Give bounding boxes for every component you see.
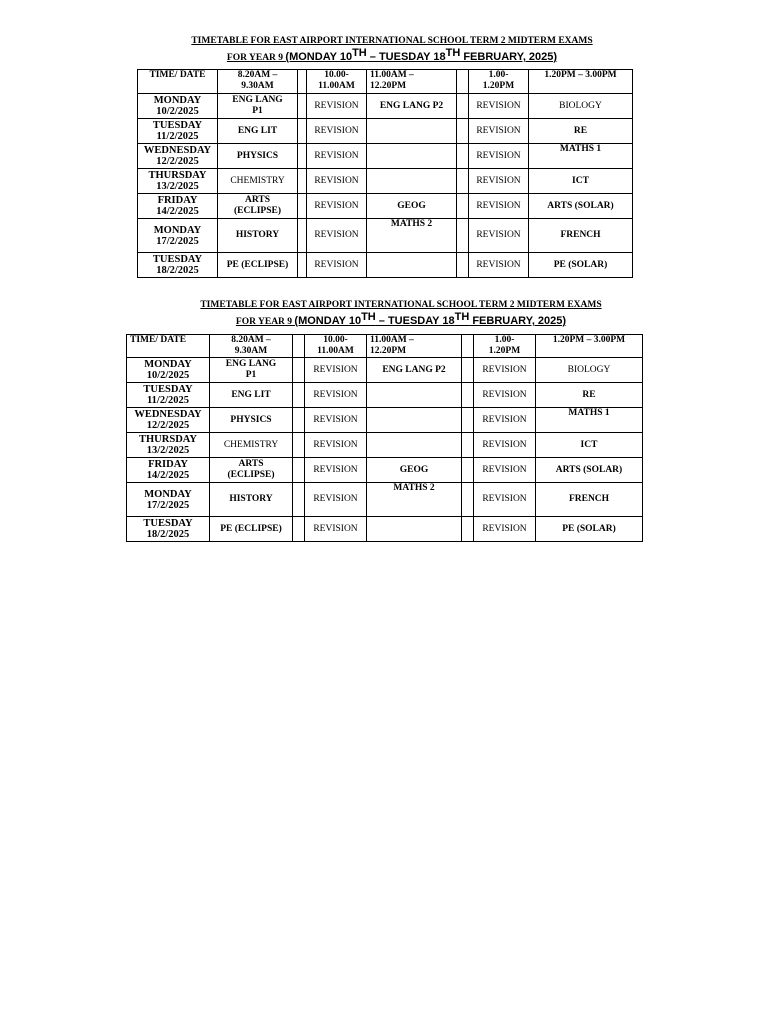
table-row	[138, 219, 633, 253]
day-date-cell: TUESDAY 18/2/2025	[127, 517, 210, 542]
day-date-cell: TUESDAY 11/2/2025	[127, 383, 210, 408]
day-date-cell: MONDAY 17/2/2025	[127, 483, 210, 517]
slot-1-cell: ENG LANG P1	[210, 358, 293, 383]
slot-5-cell: ARTS (SOLAR)	[529, 194, 633, 219]
table-row	[127, 383, 643, 408]
slot-2-cell: REVISION	[305, 358, 367, 383]
header-slot-5: 1.20PM – 3.00PM	[536, 335, 643, 358]
spacer-cell	[457, 70, 469, 94]
slot-3-cell	[367, 408, 462, 433]
day-date-cell: FRIDAY 14/2/2025	[127, 458, 210, 483]
header-slot-2: 10.00- 11.00AM	[307, 70, 367, 94]
slot-3-cell	[367, 383, 462, 408]
slot-5-cell: RE	[536, 383, 643, 408]
title-line-1: TIMETABLE FOR EAST AIRPORT INTERNATIONAL SCHOOL TERM 2 MIDTERM EXAMS	[200, 300, 602, 310]
timetable-title	[134, 35, 650, 64]
slot-3-cell	[367, 253, 457, 278]
slot-2-cell: REVISION	[307, 119, 367, 144]
day-date-cell: WEDNESDAY 12/2/2025	[138, 144, 218, 169]
day-date-cell: TUESDAY 11/2/2025	[138, 119, 218, 144]
slot-4-cell: REVISION	[469, 119, 529, 144]
spacer-cell	[298, 70, 307, 94]
slot-4-cell: REVISION	[474, 458, 536, 483]
header-slot-4: 1.00- 1.20PM	[469, 70, 529, 94]
slot-4-cell: REVISION	[474, 517, 536, 542]
slot-2-cell: REVISION	[305, 433, 367, 458]
table-row	[127, 517, 643, 542]
day-date-cell: MONDAY 10/2/2025	[127, 358, 210, 383]
spacer-cell	[462, 483, 474, 517]
slot-3-cell: GEOG	[367, 194, 457, 219]
header-row	[127, 335, 643, 358]
slot-2-cell: REVISION	[305, 383, 367, 408]
slot-4-cell: REVISION	[474, 408, 536, 433]
spacer-cell	[462, 408, 474, 433]
spacer-cell	[462, 517, 474, 542]
spacer-cell	[293, 335, 305, 358]
table-row	[127, 408, 643, 433]
slot-4-cell: REVISION	[469, 253, 529, 278]
slot-4-cell: REVISION	[474, 483, 536, 517]
slot-2-cell: REVISION	[305, 458, 367, 483]
slot-3-cell: ENG LANG P2	[367, 94, 457, 119]
table-row	[127, 483, 643, 517]
table-row	[127, 358, 643, 383]
slot-1-cell: PHYSICS	[210, 408, 293, 433]
slot-4-cell: REVISION	[474, 433, 536, 458]
spacer-cell	[298, 119, 307, 144]
spacer-cell	[293, 458, 305, 483]
table-row	[138, 169, 633, 194]
slot-5-cell: RE	[529, 119, 633, 144]
spacer-cell	[298, 94, 307, 119]
table-row	[138, 94, 633, 119]
slot-2-cell: REVISION	[305, 408, 367, 433]
day-date-cell: MONDAY 10/2/2025	[138, 94, 218, 119]
slot-3-cell	[367, 517, 462, 542]
slot-1-cell: ENG LANG P1	[218, 94, 298, 119]
header-slot-2: 10.00- 11.00AM	[305, 335, 367, 358]
slot-1-cell: CHEMISTRY	[210, 433, 293, 458]
slot-4-cell: REVISION	[474, 358, 536, 383]
slot-2-cell: REVISION	[307, 219, 367, 253]
spacer-cell	[457, 253, 469, 278]
slot-5-cell: BIOLOGY	[536, 358, 643, 383]
slot-1-cell: ENG LIT	[210, 383, 293, 408]
slot-1-cell: ENG LIT	[218, 119, 298, 144]
slot-2-cell: REVISION	[305, 517, 367, 542]
header-slot-5: 1.20PM – 3.00PM	[529, 70, 633, 94]
title-line-1: TIMETABLE FOR EAST AIRPORT INTERNATIONAL SCHOOL TERM 2 MIDTERM EXAMS	[191, 36, 593, 46]
day-date-cell: THURSDAY 13/2/2025	[127, 433, 210, 458]
header-slot-3: 11.00AM – 12.20PM	[367, 70, 457, 94]
day-date-cell: THURSDAY 13/2/2025	[138, 169, 218, 194]
slot-3-cell	[367, 144, 457, 169]
slot-4-cell: REVISION	[469, 94, 529, 119]
spacer-cell	[298, 169, 307, 194]
spacer-cell	[293, 358, 305, 383]
header-slot-1: 8.20AM – 9.30AM	[218, 70, 298, 94]
spacer-cell	[457, 169, 469, 194]
spacer-cell	[293, 433, 305, 458]
table-row	[127, 458, 643, 483]
slot-5-cell: PE (SOLAR)	[529, 253, 633, 278]
slot-3-cell	[367, 433, 462, 458]
spacer-cell	[457, 194, 469, 219]
slot-4-cell: REVISION	[469, 144, 529, 169]
spacer-cell	[462, 383, 474, 408]
spacer-cell	[457, 119, 469, 144]
slot-2-cell: REVISION	[307, 169, 367, 194]
slot-5-cell: MATHS 1	[536, 408, 643, 433]
slot-5-cell: ICT	[536, 433, 643, 458]
slot-5-cell: FRENCH	[529, 219, 633, 253]
slot-1-cell: ARTS (ECLIPSE)	[218, 194, 298, 219]
spacer-cell	[462, 358, 474, 383]
spacer-cell	[457, 144, 469, 169]
spacer-cell	[298, 144, 307, 169]
slot-5-cell: MATHS 1	[529, 144, 633, 169]
spacer-cell	[298, 253, 307, 278]
spacer-cell	[462, 458, 474, 483]
day-date-cell: MONDAY 17/2/2025	[138, 219, 218, 253]
spacer-cell	[298, 219, 307, 253]
slot-5-cell: PE (SOLAR)	[536, 517, 643, 542]
spacer-cell	[293, 517, 305, 542]
slot-1-cell: PHYSICS	[218, 144, 298, 169]
spacer-cell	[298, 194, 307, 219]
slot-3-cell	[367, 169, 457, 194]
table-row	[138, 194, 633, 219]
slot-4-cell: REVISION	[469, 169, 529, 194]
slot-1-cell: HISTORY	[218, 219, 298, 253]
day-date-cell: TUESDAY 18/2/2025	[138, 253, 218, 278]
header-time-date: TIME/ DATE	[138, 70, 218, 94]
spacer-cell	[462, 433, 474, 458]
header-slot-3: 11.00AM – 12.20PM	[367, 335, 462, 358]
header-slot-4: 1.00- 1.20PM	[474, 335, 536, 358]
slot-5-cell: ARTS (SOLAR)	[536, 458, 643, 483]
slot-2-cell: REVISION	[307, 94, 367, 119]
slot-2-cell: REVISION	[305, 483, 367, 517]
table-row	[138, 253, 633, 278]
slot-2-cell: REVISION	[307, 253, 367, 278]
day-date-cell: WEDNESDAY 12/2/2025	[127, 408, 210, 433]
slot-3-cell: GEOG	[367, 458, 462, 483]
slot-3-cell: ENG LANG P2	[367, 358, 462, 383]
header-slot-1: 8.20AM – 9.30AM	[210, 335, 293, 358]
spacer-cell	[457, 219, 469, 253]
slot-2-cell: REVISION	[307, 194, 367, 219]
slot-1-cell: CHEMISTRY	[218, 169, 298, 194]
header-time-date: TIME/ DATE	[127, 335, 210, 358]
timetable-title	[143, 299, 659, 328]
slot-4-cell: REVISION	[474, 383, 536, 408]
slot-3-cell	[367, 119, 457, 144]
slot-4-cell: REVISION	[469, 219, 529, 253]
slot-1-cell: ARTS (ECLIPSE)	[210, 458, 293, 483]
day-date-cell: FRIDAY 14/2/2025	[138, 194, 218, 219]
timetable	[137, 69, 633, 278]
table-row	[127, 433, 643, 458]
title-line-2: FOR YEAR 9 (MONDAY 10TH – TUESDAY 18TH FEBRUARY, 2025)	[226, 47, 558, 63]
slot-5-cell: FRENCH	[536, 483, 643, 517]
spacer-cell	[457, 94, 469, 119]
slot-3-cell: MATHS 2	[367, 219, 457, 253]
table-row	[138, 119, 633, 144]
spacer-cell	[293, 483, 305, 517]
spacer-cell	[293, 383, 305, 408]
slot-1-cell: HISTORY	[210, 483, 293, 517]
header-row	[138, 70, 633, 94]
slot-3-cell: MATHS 2	[367, 483, 462, 517]
slot-2-cell: REVISION	[307, 144, 367, 169]
slot-1-cell: PE (ECLIPSE)	[210, 517, 293, 542]
slot-5-cell: ICT	[529, 169, 633, 194]
slot-4-cell: REVISION	[469, 194, 529, 219]
spacer-cell	[462, 335, 474, 358]
timetable	[126, 334, 643, 542]
title-line-2: FOR YEAR 9 (MONDAY 10TH – TUESDAY 18TH FEBRUARY, 2025)	[235, 311, 567, 327]
table-row	[138, 144, 633, 169]
spacer-cell	[293, 408, 305, 433]
slot-1-cell: PE (ECLIPSE)	[218, 253, 298, 278]
slot-5-cell: BIOLOGY	[529, 94, 633, 119]
